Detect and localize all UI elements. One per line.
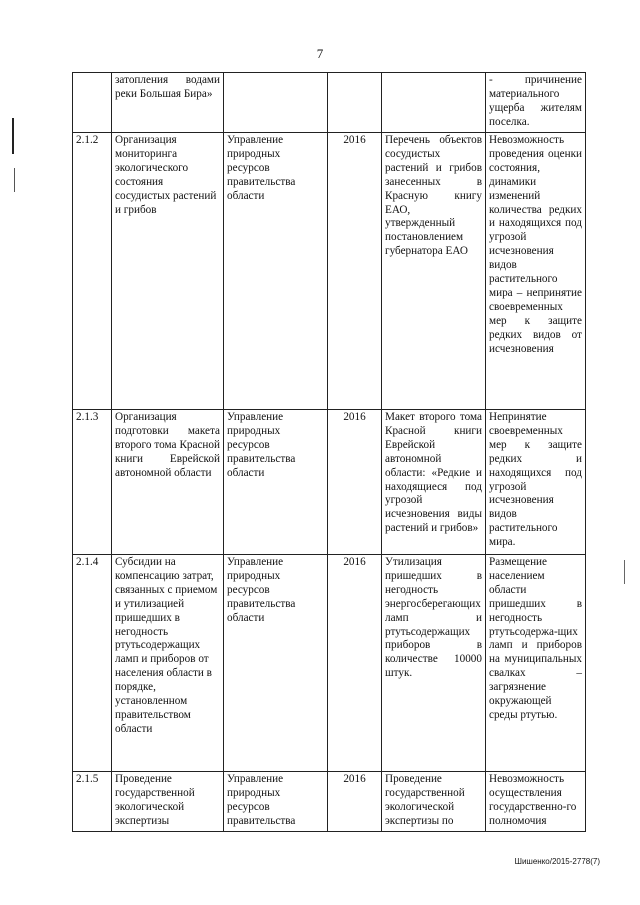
row-number: 2.1.5 (73, 772, 112, 832)
agency-cell: Управление природных ресурсов правительства области (224, 133, 328, 410)
measures-table (72, 72, 586, 832)
action-cell: Субсидии на компенсацию затрат, связанных с приемом и утилизацией пришедших в негодность ртутьсодержащих ламп и приборов от населения области в порядке, установленном правительством области (112, 555, 224, 772)
table-row (73, 555, 586, 772)
action-cell: Организация мониторинга экологического состояния сосудистых растений и грибов (112, 133, 224, 410)
margin-mark (624, 560, 625, 584)
consequence-cell: Невозможность осуществления государственно-го полномочия (486, 772, 586, 832)
result-cell: Перечень объектов сосудистых растений и грибов занесенных в Красную книгу ЕАО, утвержденный постановлением губернатора ЕАО (382, 133, 486, 410)
year-cell: 2016 (328, 410, 382, 555)
result-cell: Проведение государственной экологической экспертизы по (382, 772, 486, 832)
agency-cell: Управление природных ресурсов правительства области (224, 410, 328, 555)
consequence-cell: - причинение материального ущерба жителям поселка. (486, 73, 586, 133)
page-number: 7 (316, 46, 324, 61)
row-number (73, 73, 112, 133)
document-code: Шишенко/2015-2778(7) (514, 857, 600, 866)
action-cell: Проведение государственной экологической экспертизы (112, 772, 224, 832)
agency-cell (224, 73, 328, 133)
row-number: 2.1.4 (73, 555, 112, 772)
consequence-cell: Размещение населением области пришедших в негодность ртутьсодержа-щих ламп и приборов на муниципальных свалках – загрязнение окружающей среды ртутью. (486, 555, 586, 772)
table-row (73, 772, 586, 832)
consequence-cell: Непринятие своевременных мер к защите редких и находящихся под угрозой исчезновения видов растительного мира. (486, 410, 586, 555)
year-cell (328, 73, 382, 133)
table-row (73, 133, 586, 410)
margin-mark (14, 168, 15, 192)
result-cell: Утилизация пришедших в негодность энергосберегающих ламп и ртутьсодержащих приборов в количестве 10000 штук. (382, 555, 486, 772)
agency-cell: Управление природных ресурсов правительства области (224, 555, 328, 772)
margin-mark (12, 118, 14, 154)
consequence-cell: Невозможность проведения оценки состояния, динамики изменений количества редких и находящихся под угрозой исчезновения видов растительного мира – непринятие своевременных мер к защите редких видов от исчезновения (486, 133, 586, 410)
action-cell: Организация подготовки макета второго тома Красной книги Еврейской автономной области (112, 410, 224, 555)
table-row (73, 73, 586, 133)
result-cell: Макет второго тома Красной книги Еврейской автономной области: «Редкие и находящиеся под угрозой исчезновения виды растений и грибов» (382, 410, 486, 555)
table-row (73, 410, 586, 555)
row-number: 2.1.2 (73, 133, 112, 410)
action-cell: затопления водами реки Большая Бира» (112, 73, 224, 133)
year-cell: 2016 (328, 133, 382, 410)
year-cell: 2016 (328, 772, 382, 832)
row-number: 2.1.3 (73, 410, 112, 555)
year-cell: 2016 (328, 555, 382, 772)
result-cell (382, 73, 486, 133)
agency-cell: Управление природных ресурсов правительства (224, 772, 328, 832)
